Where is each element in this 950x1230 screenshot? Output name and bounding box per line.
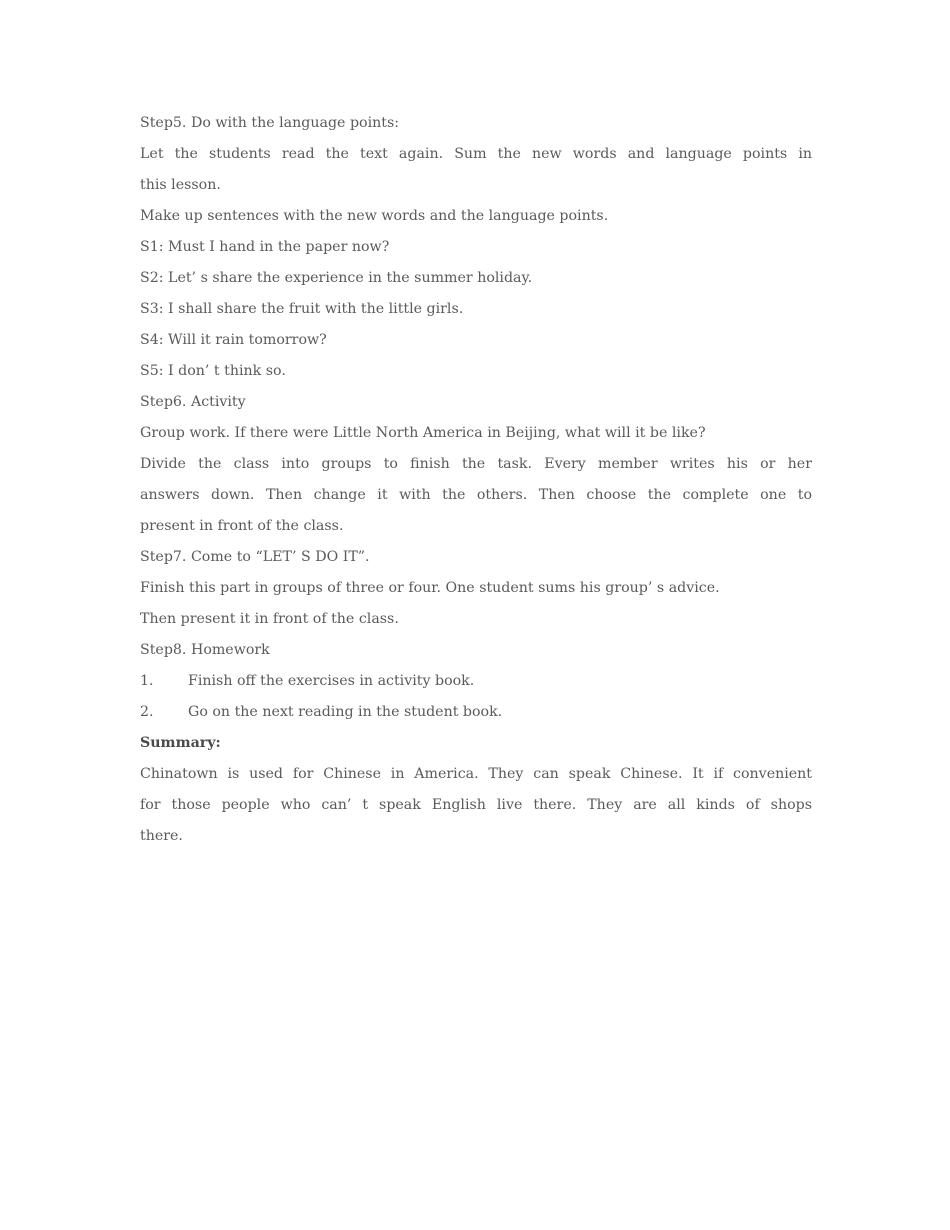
step6-paragraph-line1: Divide the class into groups to finish the task. Every member writes his or her [140,456,812,472]
homework-item-1 [140,666,812,697]
homework-item-number: 2. [140,704,154,720]
step7-paragraph-line1: Finish this part in groups of three or four. One student sums his group’ s advice. [140,580,720,596]
document-body [140,108,812,852]
summary-line2: for those people who can’ t speak English live there. They are all kinds of shops [140,797,812,813]
step6-group-work: Group work. If there were Little North America in Beijing, what will it be like? [140,425,706,441]
homework-item-2 [140,697,812,728]
step5-instruction: Make up sentences with the new words and the language points. [140,208,609,224]
homework-item-number: 1. [140,673,154,689]
step8-title: Step8. Homework [140,642,270,658]
summary-line1: Chinatown is used for Chinese in America. They can speak Chinese. It if convenient [140,766,812,782]
step7-paragraph-line2: Then present it in front of the class. [140,611,399,627]
step5-paragraph-line1: Let the students read the text again. Sum the new words and language points in [140,146,812,162]
step6-paragraph-line3: present in front of the class. [140,518,344,534]
sentence-s2: S2: Let’ s share the experience in the summer holiday. [140,270,533,286]
homework-item-text: Go on the next reading in the student book. [188,704,503,720]
step5-paragraph-line2: this lesson. [140,177,221,193]
step6-paragraph-line2: answers down. Then change it with the others. Then choose the complete one to [140,487,812,503]
step6-title: Step6. Activity [140,394,246,410]
summary-line3: there. [140,828,183,844]
sentence-s1: S1: Must I hand in the paper now? [140,239,390,255]
homework-item-text: Finish off the exercises in activity book. [188,673,475,689]
sentence-s3: S3: I shall share the fruit with the little girls. [140,301,464,317]
summary-title: Summary: [140,735,221,751]
step7-title: Step7. Come to “LET’ S DO IT”. [140,549,370,565]
step5-title: Step5. Do with the language points: [140,115,400,131]
sentence-s4: S4: Will it rain tomorrow? [140,332,327,348]
sentence-s5: S5: I don’ t think so. [140,363,286,379]
